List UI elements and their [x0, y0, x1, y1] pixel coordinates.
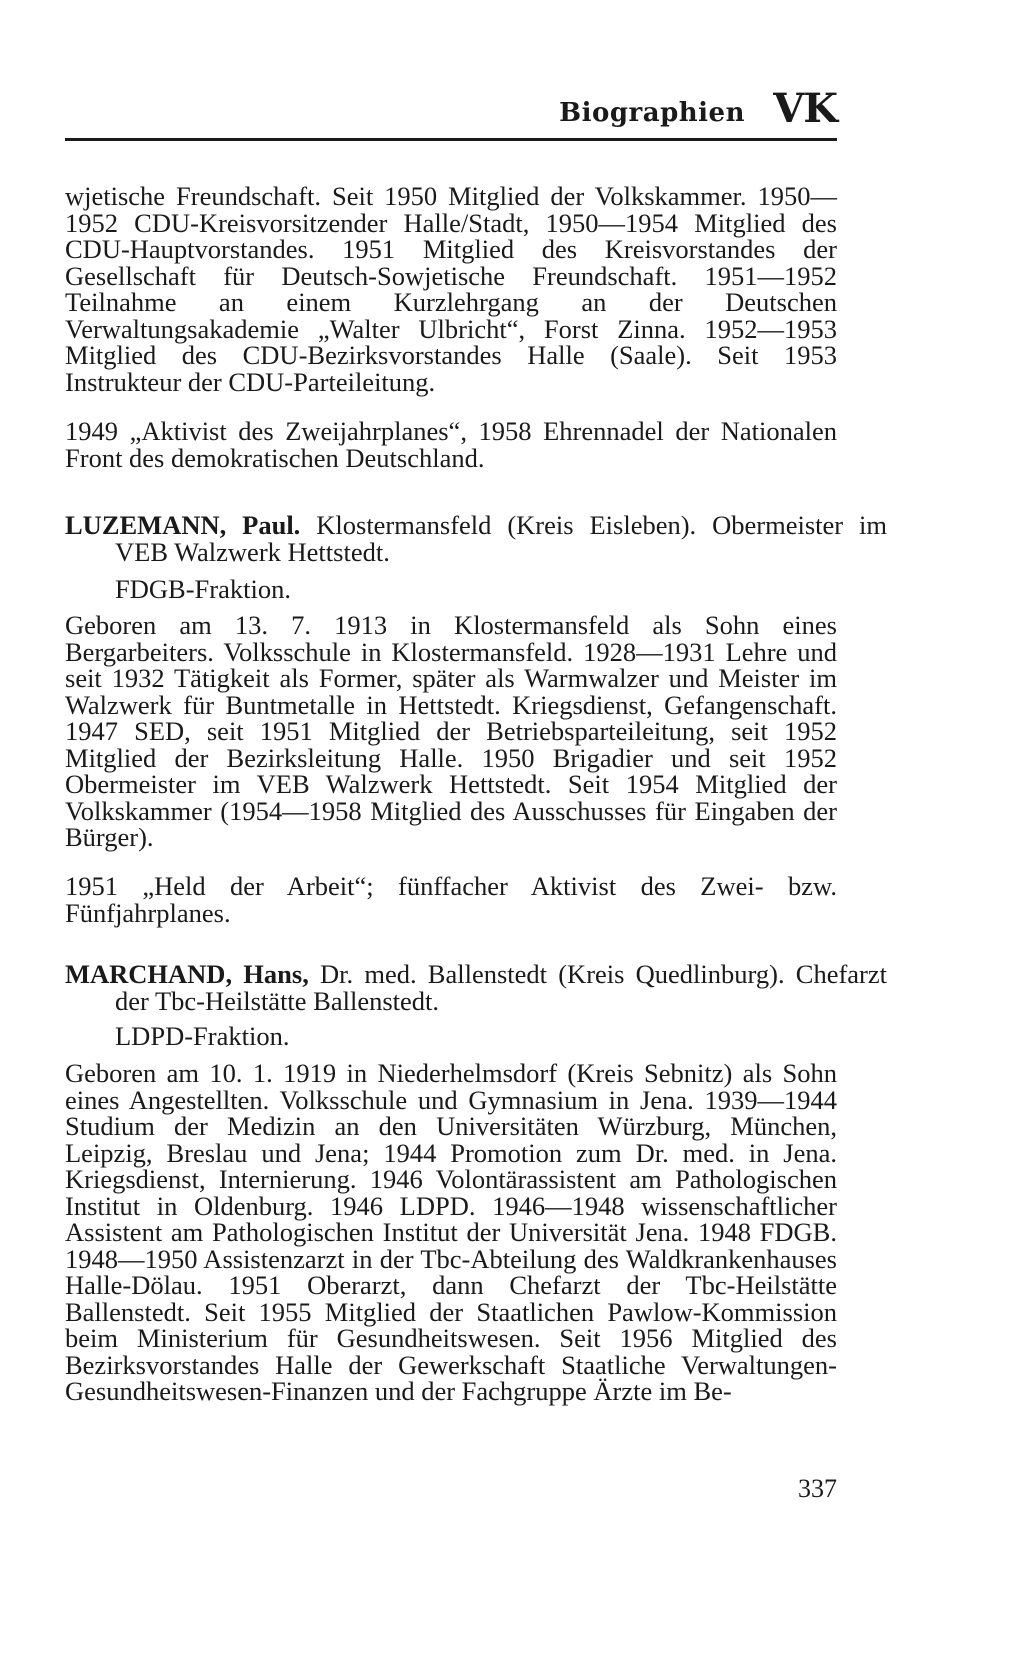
- entry-details-marchand: Dr. med. Ballenstedt (Kreis Quedlinburg). Chefarzt der Tbc-Heilstätte Ballenstedt.: [115, 959, 888, 1016]
- entry-details-luzemann: Klostermansfeld (Kreis Eisleben). Obermeister im VEB Walzwerk Hettstedt.: [115, 510, 887, 567]
- entry-heading-marchand: [65, 961, 887, 1015]
- running-header: [65, 85, 837, 141]
- page-number: 337: [798, 1474, 837, 1503]
- header-code: VK: [773, 85, 837, 132]
- continued-career-text: wjetische Freundschaft. Seit 1950 Mitglied der Volkskammer. 1950—1952 CDU-Kreisvorsitzender Halle/Stadt, 1950—1954 Mitglied des CDU-Hauptvorstandes. 1951 Mitglied des Kreisvorstandes der Gesellschaft für Deutsch-Sowjetische Freundschaft. 1951—1952 Teilnahme an einem Kurzlehrgang an der Deutschen Verwaltungsakademie „Walter Ulbricht“, Forst Zinna. 1952—1953 Mitglied des CDU-Bezirksvorstandes Halle (Saale). Seit 1953 Instrukteur der CDU-Parteileitung.: [65, 181, 837, 397]
- entry-awards-luzemann: 1951 „Held der Arbeit“; fünffacher Aktivist des Zwei- bzw. Fünfjahrplanes.: [65, 871, 837, 928]
- entry-biography-marchand: Geboren am 10. 1. 1919 in Niederhelmsdorf (Kreis Sebnitz) als Sohn eines Angestellten. Volksschule und Gymnasium in Jena. 1939—1944 Studium der Medizin an den Universitäten Würzburg, München, Leipzig, Breslau und Jena; 1944 Promotion zum Dr. med. in Jena. Kriegsdienst, Internierung. 1946 Volontärassistent am Pathologischen Institut in Oldenburg. 1946 LDPD. 1946—1948 wissenschaftlicher Assistent am Pathologischen Institut der Universität Jena. 1948 FDGB. 1948—1950 Assistenzarzt in der Tbc-Abteilung des Waldkrankenhauses Halle-Dölau. 1951 Oberarzt, dann Chefarzt der Tbc-Heilstätte Ballenstedt. Seit 1955 Mitglied der Staatlichen Pawlow-Kommission beim Ministerium für Gesundheitswesen. Seit 1956 Mitglied des Bezirksvorstandes Halle der Gewerkschaft Staatliche Verwaltungen-Gesundheitswesen-Finanzen und der Fachgruppe Ärzte im Be-: [65, 1058, 837, 1406]
- entry-fraction-marchand: LDPD-Fraktion.: [115, 1021, 290, 1051]
- entry-name-marchand: MARCHAND, Hans,: [65, 959, 309, 989]
- entry-fraction-luzemann: FDGB-Fraktion.: [115, 574, 291, 604]
- entry-heading-luzemann: [65, 512, 887, 566]
- header-title: Biographien: [559, 98, 745, 128]
- entry-biography-luzemann: Geboren am 13. 7. 1913 in Klostermansfeld als Sohn eines Bergarbeiters. Volksschule in Klostermansfeld. 1928—1931 Lehre und seit 1932 Tätigkeit als Former, später als Warmwalzer und Meister im Walzwerk für Buntmetalle in Hettstedt. Kriegsdienst, Gefangenschaft. 1947 SED, seit 1951 Mitglied der Betriebsparteileitung, seit 1952 Mitglied der Bezirksleitung Halle. 1950 Brigadier und seit 1952 Obermeister im VEB Walzwerk Hettstedt. Seit 1954 Mitglied der Volkskammer (1954—1958 Mitglied des Ausschusses für Eingaben der Bürger).: [65, 610, 837, 852]
- continued-awards-text: 1949 „Aktivist des Zweijahrplanes“, 1958 Ehrennadel der Nationalen Front des demokratischen Deutschland.: [65, 416, 837, 473]
- entry-name-luzemann: LUZEMANN, Paul.: [65, 510, 301, 540]
